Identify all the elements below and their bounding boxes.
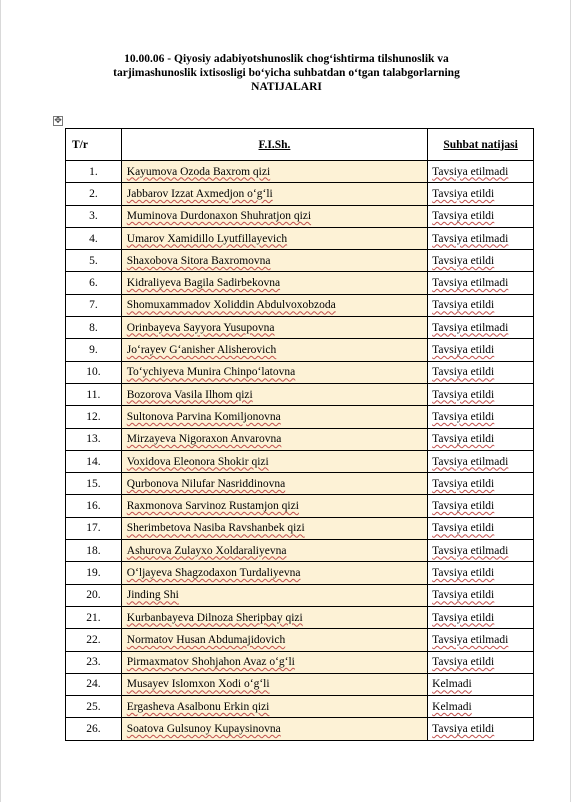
row-full-name[interactable]: Voxidova Eleonora Shokir qizi — [121, 450, 427, 472]
row-full-name[interactable]: Pirmaxmatov Shohjahon Avaz o‘g‘li — [121, 651, 427, 673]
row-result[interactable]: Tavsiya etildi — [428, 339, 534, 361]
title-line-3: NATIJALARI — [251, 81, 322, 93]
table-row — [66, 495, 534, 517]
row-number[interactable]: 10. — [66, 361, 122, 383]
row-result[interactable]: Tavsiya etilmadi — [428, 161, 534, 183]
results-table — [65, 128, 534, 741]
row-full-name[interactable]: Jabbarov Izzat Axmedjon o‘g‘li — [121, 183, 427, 205]
row-full-name[interactable]: Ergasheva Asalbonu Erkin qizi — [121, 696, 427, 718]
row-number[interactable]: 24. — [66, 673, 122, 695]
row-number[interactable]: 16. — [66, 495, 122, 517]
table-row — [66, 183, 534, 205]
row-full-name[interactable]: Bozorova Vasila Ilhom qizi — [121, 383, 427, 405]
row-result[interactable]: Tavsiya etildi — [428, 383, 534, 405]
row-full-name[interactable]: O‘ljayeva Shagzodaxon Turdaliyevna — [121, 562, 427, 584]
table-header-row — [66, 129, 534, 161]
row-number[interactable]: 2. — [66, 183, 122, 205]
row-full-name[interactable]: Jo‘rayev G‘anisher Alisherovich — [121, 339, 427, 361]
row-result[interactable]: Tavsiya etildi — [428, 361, 534, 383]
table-row — [66, 227, 534, 249]
table-row — [66, 317, 534, 339]
row-number[interactable]: 3. — [66, 205, 122, 227]
row-number[interactable]: 23. — [66, 651, 122, 673]
row-number[interactable]: 17. — [66, 517, 122, 539]
row-full-name[interactable]: Muminova Durdonaxon Shuhratjon qizi — [121, 205, 427, 227]
table-row — [66, 606, 534, 628]
row-full-name[interactable]: Umarov Xamidillo Lyutfillayevich — [121, 227, 427, 249]
row-result[interactable]: Tavsiya etildi — [428, 495, 534, 517]
row-result[interactable]: Tavsiya etildi — [428, 584, 534, 606]
table-row — [66, 629, 534, 651]
row-number[interactable]: 21. — [66, 606, 122, 628]
row-full-name[interactable]: Shomuxammadov Xoliddin Abdulvoxobzoda — [121, 294, 427, 316]
row-full-name[interactable]: Jinding Shi — [121, 584, 427, 606]
title-line-2: tarjimashunoslik ixtisosligi bo‘yicha suhbatdan o‘tgan talabgorlarning — [113, 67, 460, 79]
row-result[interactable]: Tavsiya etildi — [428, 294, 534, 316]
table-row — [66, 651, 534, 673]
row-result[interactable]: Tavsiya etildi — [428, 651, 534, 673]
row-full-name[interactable]: Sultonova Parvina Komiljonovna — [121, 406, 427, 428]
row-result[interactable]: Tavsiya etildi — [428, 205, 534, 227]
table-row — [66, 383, 534, 405]
row-full-name[interactable]: Soatova Gulsunoy Kupaysinovna — [121, 718, 427, 740]
row-number[interactable]: 12. — [66, 406, 122, 428]
table-row — [66, 673, 534, 695]
row-number[interactable]: 26. — [66, 718, 122, 740]
row-result[interactable]: Tavsiya etilmadi — [428, 227, 534, 249]
row-number[interactable]: 8. — [66, 317, 122, 339]
row-number[interactable]: 25. — [66, 696, 122, 718]
row-full-name[interactable]: Kurbanbayeva Dilnoza Sheripbay qizi — [121, 606, 427, 628]
row-full-name[interactable]: Kayumova Ozoda Baxrom qizi — [121, 161, 427, 183]
row-number[interactable]: 7. — [66, 294, 122, 316]
row-result[interactable]: Tavsiya etilmadi — [428, 272, 534, 294]
table-row — [66, 517, 534, 539]
row-result[interactable]: Tavsiya etildi — [428, 406, 534, 428]
row-result[interactable]: Kelmadi — [428, 696, 534, 718]
row-result[interactable]: Tavsiya etildi — [428, 606, 534, 628]
row-full-name[interactable]: Raxmonova Sarvinoz Rustamjon qizi — [121, 495, 427, 517]
table-row — [66, 294, 534, 316]
table-row — [66, 473, 534, 495]
table-row — [66, 696, 534, 718]
row-result[interactable]: Tavsiya etilmadi — [428, 540, 534, 562]
table-row — [66, 584, 534, 606]
row-full-name[interactable]: Orinbayeva Sayyora Yusupovna — [121, 317, 427, 339]
row-number[interactable]: 5. — [66, 250, 122, 272]
row-result[interactable]: Kelmadi — [428, 673, 534, 695]
table-row — [66, 161, 534, 183]
header-interview-result: Suhbat natijasi — [428, 129, 534, 161]
row-result[interactable]: Tavsiya etildi — [428, 718, 534, 740]
table-move-handle-icon[interactable]: ✥ — [54, 116, 62, 126]
header-full-name: F.I.Sh. — [121, 129, 427, 161]
table-row — [66, 562, 534, 584]
row-full-name[interactable]: Qurbonova Nilufar Nasriddinovna — [121, 473, 427, 495]
table-row — [66, 540, 534, 562]
table-row — [66, 428, 534, 450]
row-full-name[interactable]: Mirzayeva Nigoraxon Anvarovna — [121, 428, 427, 450]
row-full-name[interactable]: Ashurova Zulayxo Xoldaraliyevna — [121, 540, 427, 562]
row-result[interactable]: Tavsiya etildi — [428, 517, 534, 539]
table-row — [66, 361, 534, 383]
row-number[interactable]: 4. — [66, 227, 122, 249]
row-number[interactable]: 18. — [66, 540, 122, 562]
row-full-name[interactable]: Kidraliyeva Bagila Sadirbekovna — [121, 272, 427, 294]
table-row — [66, 450, 534, 472]
table-row — [66, 205, 534, 227]
row-full-name[interactable]: Musayev Islomxon Xodi o‘g‘li — [121, 673, 427, 695]
row-result[interactable]: Tavsiya etildi — [428, 250, 534, 272]
row-number[interactable]: 9. — [66, 339, 122, 361]
row-number[interactable]: 13. — [66, 428, 122, 450]
row-number[interactable]: 1. — [66, 161, 122, 183]
header-number: T/r — [66, 129, 122, 161]
row-result[interactable]: Tavsiya etildi — [428, 428, 534, 450]
document-title — [61, 52, 512, 94]
row-full-name[interactable]: Normatov Husan Abdumajidovich — [121, 629, 427, 651]
row-number[interactable]: 11. — [66, 383, 122, 405]
table-row — [66, 272, 534, 294]
row-full-name[interactable]: Sherimbetova Nasiba Ravshanbek qizi — [121, 517, 427, 539]
table-row — [66, 406, 534, 428]
row-result[interactable]: Tavsiya etildi — [428, 183, 534, 205]
title-line-1: 10.00.06 - Qiyosiy adabiyotshunoslik chog‘ishtirma tilshunoslik va — [124, 53, 449, 65]
row-result[interactable]: Tavsiya etilmadi — [428, 317, 534, 339]
table-row — [66, 339, 534, 361]
row-number[interactable]: 14. — [66, 450, 122, 472]
row-number[interactable]: 22. — [66, 629, 122, 651]
table-row — [66, 718, 534, 740]
row-result[interactable]: Tavsiya etildi — [428, 473, 534, 495]
table-row — [66, 250, 534, 272]
row-full-name[interactable]: Shaxobova Sitora Baxromovna — [121, 250, 427, 272]
row-result[interactable]: Tavsiya etilmadi — [428, 629, 534, 651]
row-full-name[interactable]: To‘ychiyeva Munira Chinpo‘latovna — [121, 361, 427, 383]
row-result[interactable]: Tavsiya etildi — [428, 562, 534, 584]
row-result[interactable]: Tavsiya etilmadi — [428, 450, 534, 472]
row-number[interactable]: 20. — [66, 584, 122, 606]
row-number[interactable]: 6. — [66, 272, 122, 294]
row-number[interactable]: 19. — [66, 562, 122, 584]
row-number[interactable]: 15. — [66, 473, 122, 495]
